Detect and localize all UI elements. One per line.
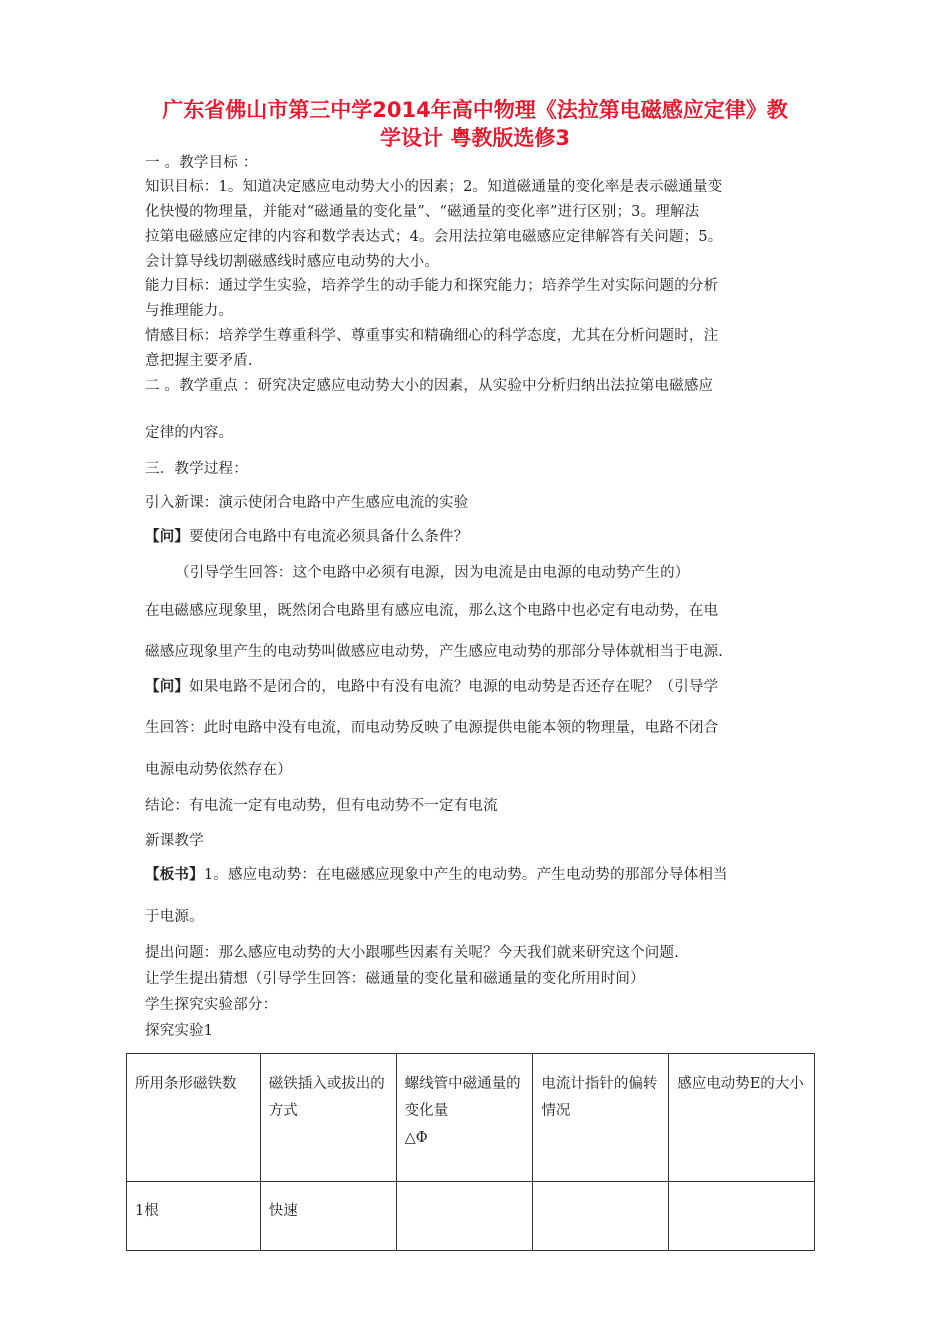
document-title <box>0 96 950 152</box>
paragraph-text: 如果电路不是闭合的，电路中有没有电流？电源的电动势是否还存在呢？（引导学 <box>189 679 719 695</box>
title-line-1: 广东省佛山市第三中学2014年高中物理《法拉第电磁感应定律》教 <box>162 98 788 122</box>
paragraph-line: 提出问题：那么感应电动势的大小跟哪些因素有关呢？今天我们就来研究这个问题. <box>145 945 680 961</box>
paragraph-line: 在电磁感应现象里，既然闭合电路里有感应电流，那么这个电路中也必定有电动势，在电 <box>145 603 719 619</box>
ask-marker: 【问】 <box>145 678 190 695</box>
section-heading: 一 。教学目标 ： <box>145 155 258 171</box>
paragraph-line: 化快慢的物理量，并能对“磁通量的变化量”、“磁通量的变化率”进行区别；3。理解法 <box>145 204 700 220</box>
paragraph-line: 定律的内容。 <box>145 425 234 441</box>
table-row <box>127 1182 815 1251</box>
paragraph-line: 生回答：此时电路中没有电流，而电动势反映了电源提供电能本领的物理量，电路不闭合 <box>145 720 719 736</box>
table-header-cell <box>396 1054 533 1182</box>
paragraph-line <box>145 525 468 546</box>
table-header-cell: 电流计指针的偏转情况 <box>533 1054 669 1182</box>
paragraph-line: 让学生提出猜想（引导学生回答：磁通量的变化量和磁通量的变化所用时间） <box>145 971 645 987</box>
paragraph-line: （引导学生回答：这个电路中必须有电源，因为电流是由电源的电动势产生的） <box>175 565 690 581</box>
paragraph-line: 知识目标：1。知道决定感应电动势大小的因素；2。知道磁通量的变化率是表示磁通量变 <box>145 179 723 195</box>
paragraph-line: 于电源。 <box>145 909 204 925</box>
table-header-cell: 磁铁插入或拔出的方式 <box>260 1054 396 1182</box>
paragraph-line <box>145 675 718 696</box>
section-heading: 二 。教学重点 ：研究决定感应电动势大小的因素，从实验中分析归纳出法拉第电磁感应 <box>145 378 714 394</box>
paragraph-line: 电源电动势依然存在） <box>145 762 292 778</box>
title-line-2: 学设计 粤教版选修3 <box>380 126 570 150</box>
paragraph-line: 情感目标：培养学生尊重科学、尊重事实和精确细心的科学态度，尤其在分析问题时，注 <box>145 328 719 344</box>
table-cell: 1根 <box>127 1182 261 1251</box>
experiment-table <box>126 1053 815 1251</box>
table-cell: 快速 <box>260 1182 396 1251</box>
table-cell <box>533 1182 669 1251</box>
paragraph-line: 学生探究实验部分： <box>145 997 278 1013</box>
table-header-cell: 所用条形磁铁数 <box>127 1054 261 1182</box>
paragraph-text: 1。感应电动势：在电磁感应现象中产生的电动势。产生电动势的那部分导体相当 <box>203 867 728 883</box>
paragraph-line: 意把握主要矛盾. <box>145 353 253 369</box>
ask-marker: 【问】 <box>145 528 190 545</box>
header-text: 螺线管中磁通量的变化量 <box>404 1076 521 1119</box>
paragraph-line: 探究实验1 <box>145 1023 214 1039</box>
paragraph-line: 会计算导线切割磁感线时感应电动势的大小。 <box>145 254 439 270</box>
board-marker: 【板书】 <box>145 866 204 883</box>
paragraph-line: 结论：有电流一定有电动势，但有电动势不一定有电流 <box>145 798 498 814</box>
table-header-row <box>127 1054 815 1182</box>
section-heading: 三．教学过程： <box>145 461 248 477</box>
paragraph-line: 新课教学 <box>145 833 204 849</box>
delta-phi-symbol: △Φ <box>404 1130 428 1146</box>
table-cell <box>669 1182 815 1251</box>
paragraph-line: 引入新课：演示使闭合电路中产生感应电流的实验 <box>145 495 469 511</box>
table-header-cell: 感应电动势E的大小 <box>669 1054 815 1182</box>
paragraph-line: 拉第电磁感应定律的内容和数学表达式；4。会用法拉第电磁感应定律解答有关问题；5。 <box>145 229 723 245</box>
table-cell <box>396 1182 533 1251</box>
paragraph-line: 磁感应现象里产生的电动势叫做感应电动势，产生感应电动势的那部分导体就相当于电源. <box>145 644 724 660</box>
paragraph-line: 能力目标：通过学生实验，培养学生的动手能力和探究能力；培养学生对实际问题的分析 <box>145 278 719 294</box>
paragraph-text: 要使闭合电路中有电流必须具备什么条件？ <box>189 529 469 545</box>
paragraph-line: 与推理能力。 <box>145 303 234 319</box>
paragraph-line <box>145 863 728 884</box>
